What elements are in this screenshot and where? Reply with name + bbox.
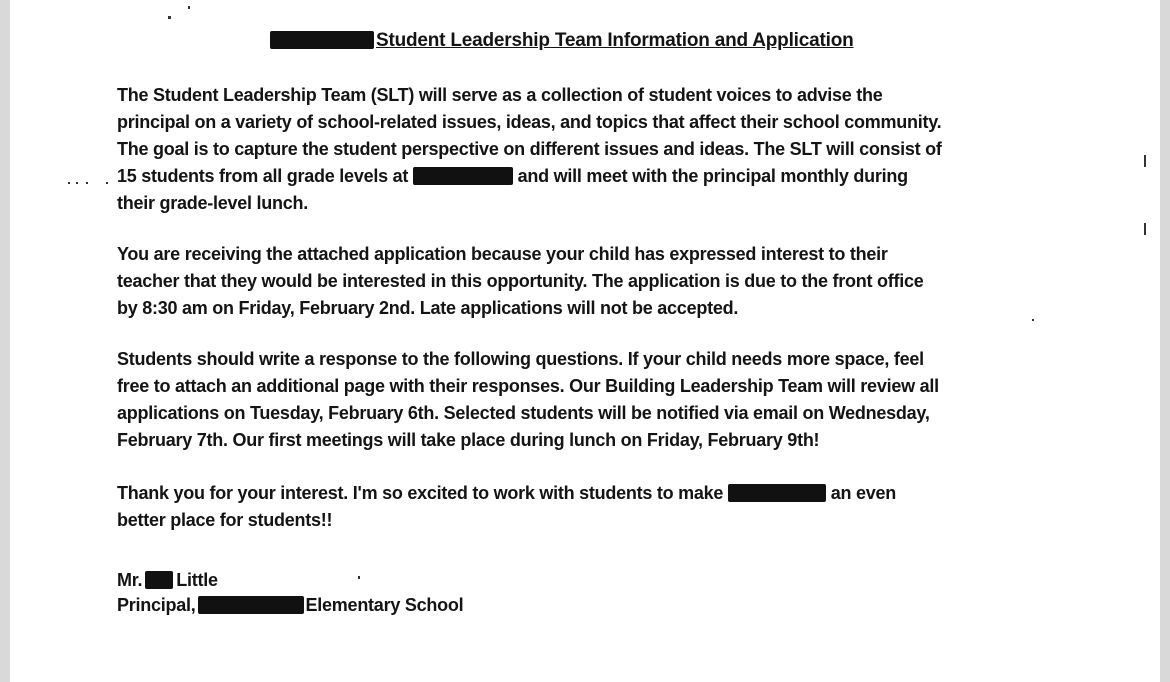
text-line: The goal is to capture the student perspective on different issues and ideas. The SLT will consist of	[117, 139, 942, 159]
text-line: The Student Leadership Team (SLT) will serve as a collection of student voices to advise the	[117, 85, 883, 105]
paragraph-intro	[117, 82, 1037, 217]
scan-speck	[1144, 223, 1146, 235]
scan-speck	[106, 182, 108, 184]
text-line: their grade-level lunch.	[117, 193, 309, 213]
signature-block	[117, 568, 1037, 618]
document-page	[10, 0, 1160, 682]
redaction-bar	[413, 167, 513, 185]
text-line: by 8:30 am on Friday, February 2nd. Late applications will not be accepted.	[117, 298, 739, 318]
paragraph-instructions	[117, 346, 1037, 454]
paragraph-thanks	[117, 480, 1037, 534]
text-line: better place for students!!	[117, 510, 333, 530]
scan-speck	[68, 182, 70, 184]
scan-speck	[168, 16, 171, 19]
scan-speck	[76, 182, 78, 184]
text-line: 15 students from all grade levels at and will meet with the principal monthly during	[117, 166, 908, 186]
signature-name: Mr. Little	[117, 570, 218, 590]
redaction-bar	[198, 596, 304, 614]
text-line: teacher that they would be interested in this opportunity. The application is due to the front office	[117, 271, 924, 291]
redaction-bar	[145, 571, 173, 589]
document-title: Student Leadership Team Information and Application	[270, 30, 854, 52]
text-line: applications on Tuesday, February 6th. Selected students will be notified via email on Wednesday,	[117, 403, 930, 423]
scan-speck	[86, 182, 88, 184]
scan-speck	[358, 576, 360, 579]
text-line: Thank you for your interest. I'm so excited to work with students to make an even	[117, 483, 896, 503]
signature-title: Principal, Elementary School	[117, 595, 464, 615]
text-line: free to attach an additional page with their responses. Our Building Leadership Team will review all	[117, 376, 939, 396]
paragraph-application	[117, 241, 1037, 322]
text-line: Students should write a response to the following questions. If your child needs more space, feel	[117, 349, 924, 369]
redaction-bar	[728, 484, 826, 502]
text-line: February 7th. Our first meetings will take place during lunch on Friday, February 9th!	[117, 430, 820, 450]
text-line: principal on a variety of school-related issues, ideas, and topics that affect their school community.	[117, 112, 942, 132]
redaction-bar	[270, 31, 374, 49]
scan-speck	[1144, 155, 1146, 167]
scan-speck	[1032, 319, 1034, 321]
text-line: You are receiving the attached application because your child has expressed interest to their	[117, 244, 888, 264]
scan-speck	[188, 6, 190, 9]
